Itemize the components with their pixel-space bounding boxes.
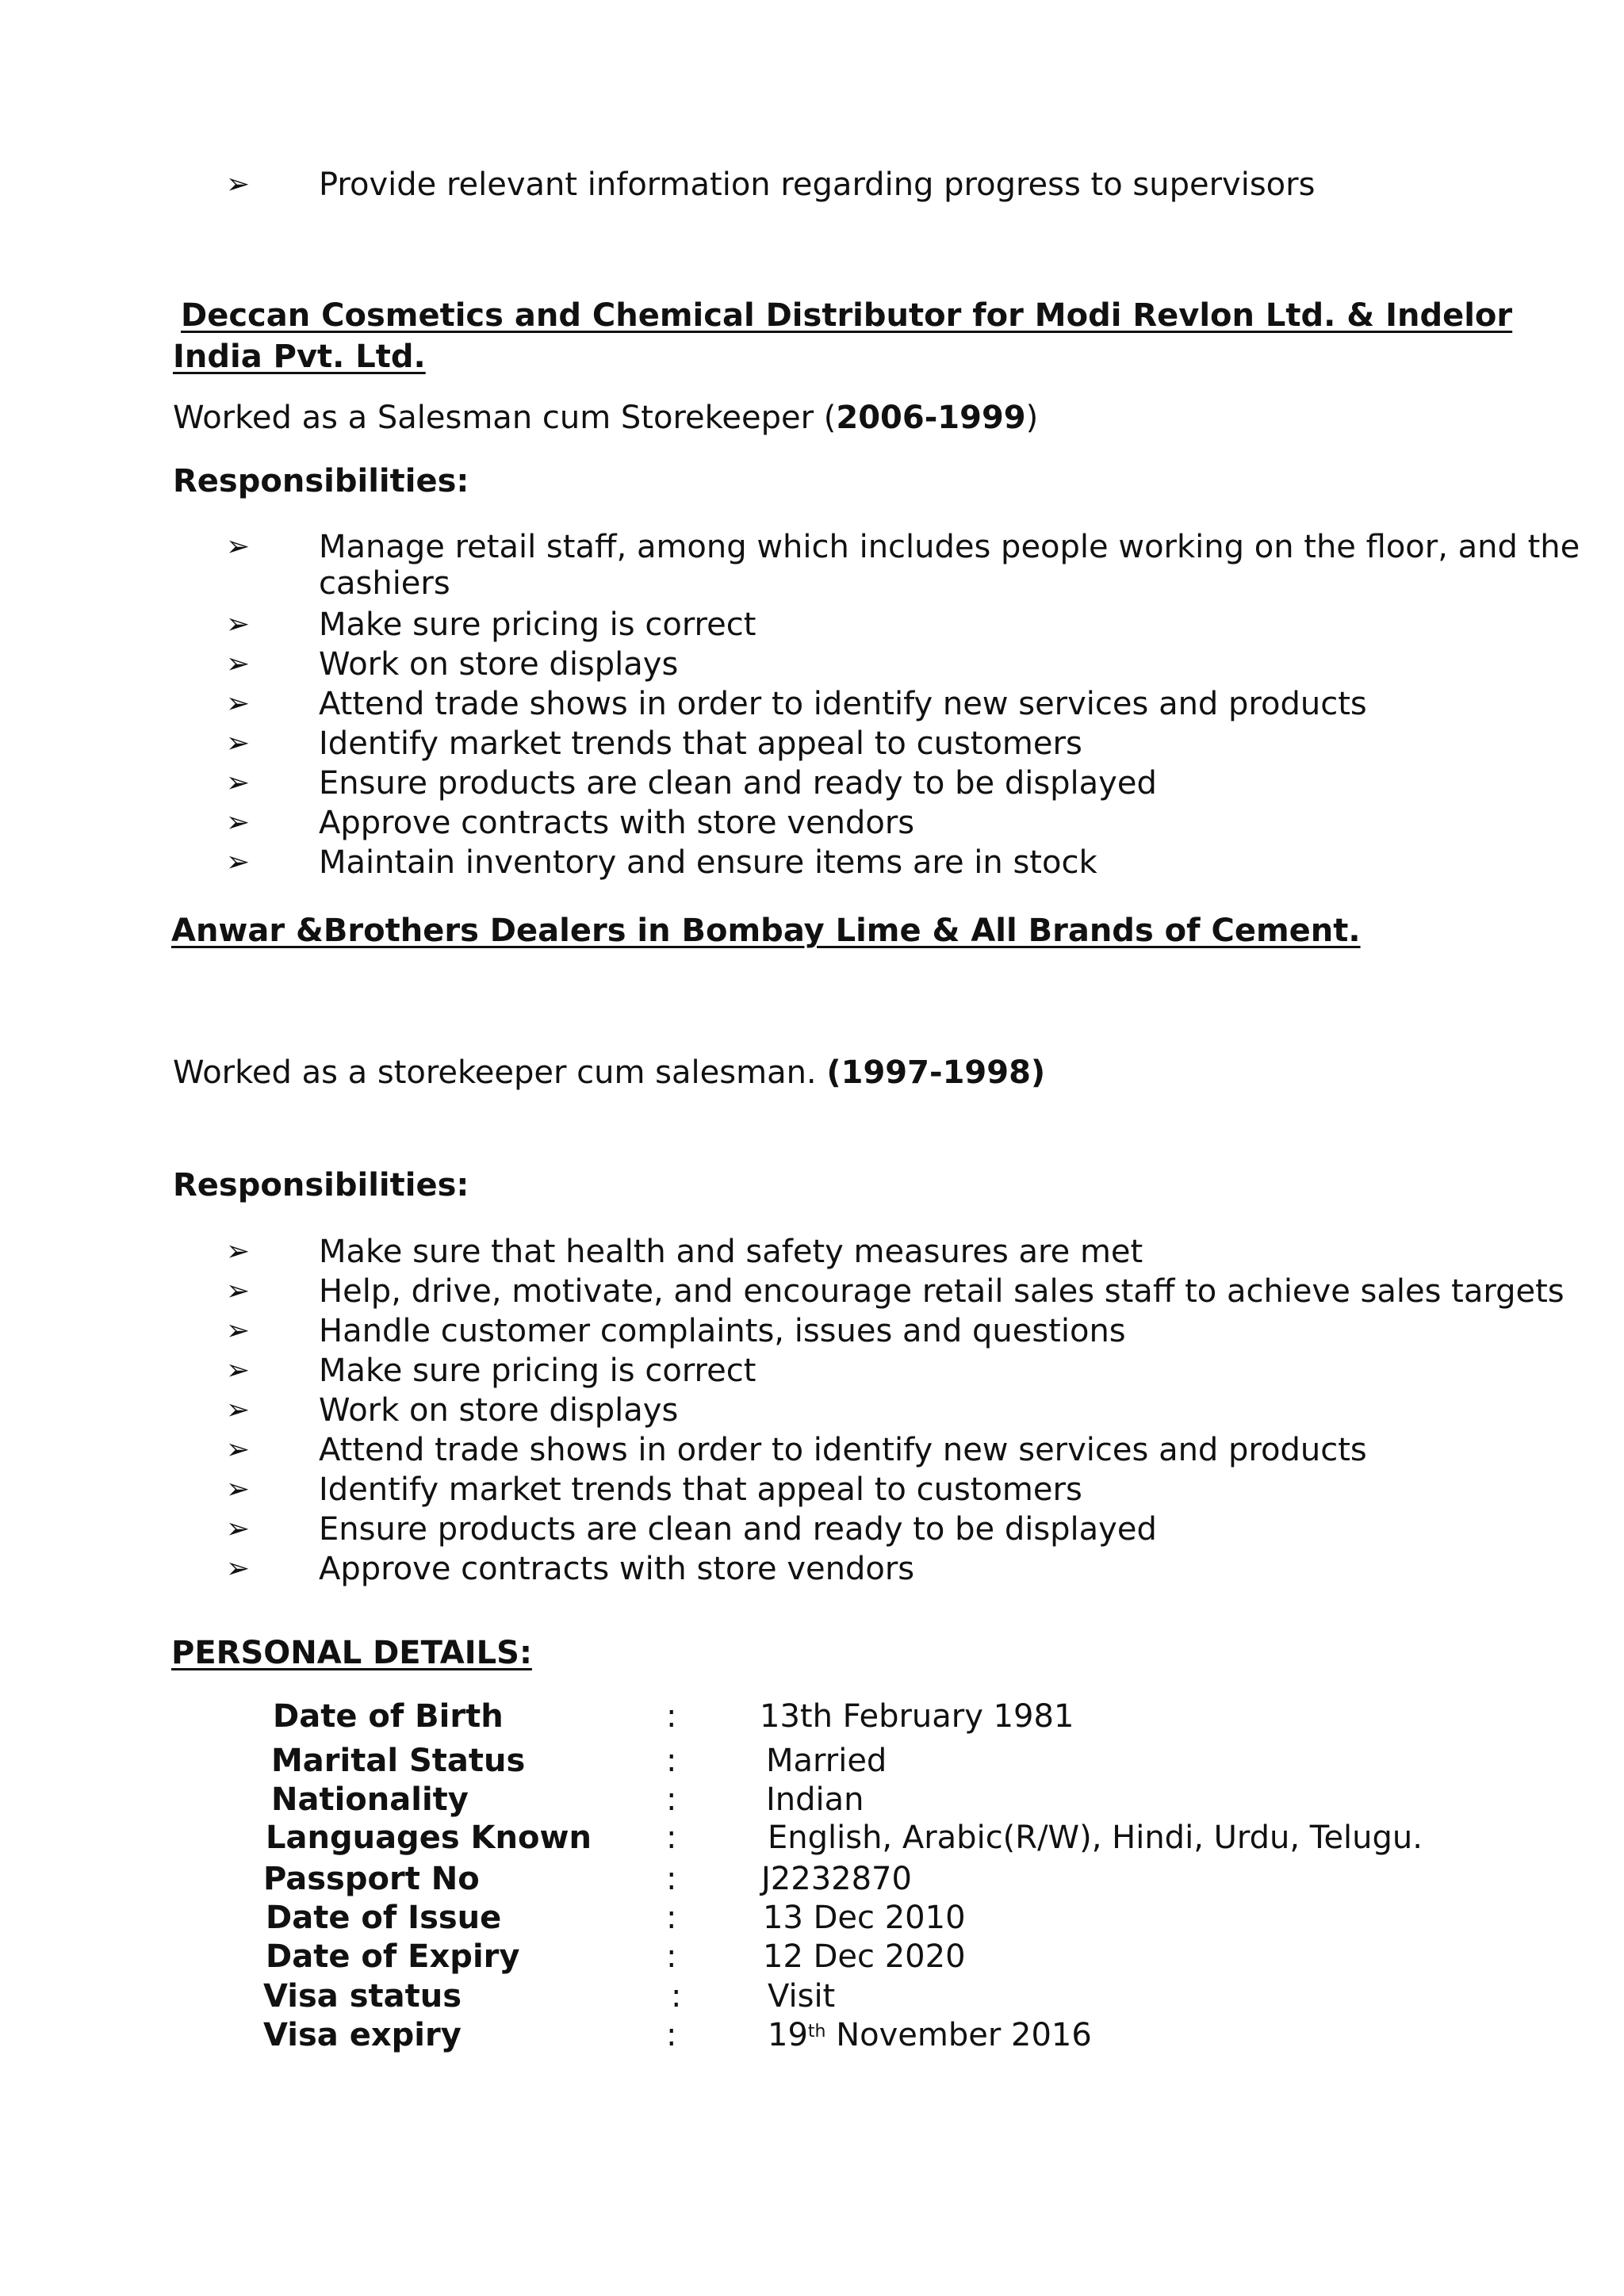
pd-label: Marital Status bbox=[271, 1743, 526, 1779]
company-title-anwar: Anwar &Brothers Dealers in Bombay Lime & All Brands of Cement. bbox=[171, 913, 1361, 949]
list-item-text: Provide relevant information regarding progress to supervisors bbox=[319, 166, 1316, 203]
list-item-text: Identify market trends that appeal to customers bbox=[319, 1471, 1082, 1508]
pd-colon: : bbox=[666, 1861, 677, 1897]
list-item bbox=[222, 1430, 1624, 1470]
job1-responsibilities-heading: Responsibilities: bbox=[173, 463, 469, 499]
pd-value: 13th February 1981 bbox=[760, 1698, 1074, 1735]
list-item-text: Make sure pricing is correct bbox=[319, 607, 756, 643]
list-item bbox=[222, 724, 1624, 763]
list-item-text: Manage retail staff, among which includes people working on the floor, and the cashiers bbox=[319, 529, 1580, 602]
pd-colon: : bbox=[671, 1978, 682, 2015]
arrow-bullet-icon: ➢ bbox=[225, 1235, 251, 1268]
list-item-text: Handle customer complaints, issues and questions bbox=[319, 1313, 1126, 1349]
top-bullet-list bbox=[222, 165, 1624, 205]
list-item bbox=[222, 763, 1624, 803]
list-item bbox=[222, 803, 1624, 843]
arrow-bullet-icon: ➢ bbox=[225, 846, 251, 878]
pd-label: Nationality bbox=[271, 1781, 469, 1818]
pd-colon: : bbox=[666, 1938, 677, 1975]
visa-expiry-day: 19 bbox=[768, 2017, 808, 2053]
pd-label: Visa status bbox=[263, 1978, 462, 2015]
pd-value: 13 Dec 2010 bbox=[763, 1900, 966, 1936]
list-item-text: Identify market trends that appeal to customers bbox=[319, 725, 1082, 762]
job1-role-years: 2006-1999 bbox=[836, 400, 1026, 436]
list-item bbox=[222, 1351, 1624, 1391]
arrow-bullet-icon: ➢ bbox=[225, 168, 251, 201]
list-item bbox=[222, 1470, 1624, 1510]
list-item bbox=[222, 605, 1624, 645]
company-title-deccan bbox=[181, 295, 1512, 336]
pd-colon: : bbox=[666, 1781, 677, 1818]
job2-role-prefix: Worked as a storekeeper cum salesman. bbox=[173, 1054, 827, 1091]
pd-colon: : bbox=[666, 2017, 677, 2053]
visa-expiry-rest: November 2016 bbox=[825, 2017, 1092, 2053]
pd-label: Date of Birth bbox=[273, 1698, 504, 1735]
pd-value: Indian bbox=[766, 1781, 864, 1818]
pd-label: Visa expiry bbox=[263, 2017, 462, 2053]
pd-value: English, Arabic(R/W), Hindi, Urdu, Telugu. bbox=[768, 1820, 1423, 1856]
pd-value bbox=[768, 2015, 1092, 2055]
pd-label: Languages Known bbox=[266, 1820, 592, 1856]
pd-value: 12 Dec 2020 bbox=[763, 1938, 966, 1975]
personal-details-heading: PERSONAL DETAILS: bbox=[171, 1635, 532, 1671]
arrow-bullet-icon: ➢ bbox=[225, 1275, 251, 1307]
list-item bbox=[222, 165, 1624, 205]
list-item bbox=[222, 529, 1624, 602]
arrow-bullet-icon: ➢ bbox=[225, 1394, 251, 1426]
company-line-2: India Pvt. Ltd. bbox=[173, 339, 426, 375]
list-item bbox=[222, 1391, 1624, 1430]
arrow-bullet-icon: ➢ bbox=[225, 727, 251, 760]
pd-colon: : bbox=[666, 1900, 677, 1936]
job1-role-prefix: Worked as a Salesman cum Storekeeper ( bbox=[173, 400, 837, 436]
job2-responsibilities-heading: Responsibilities: bbox=[173, 1167, 469, 1203]
pd-label: Date of Expiry bbox=[266, 1938, 520, 1975]
list-item-text: Ensure products are clean and ready to be displayed bbox=[319, 1511, 1157, 1548]
arrow-bullet-icon: ➢ bbox=[225, 648, 251, 680]
job1-responsibilities-list bbox=[222, 529, 1624, 882]
visa-expiry-ordinal: th bbox=[807, 2022, 826, 2042]
arrow-bullet-icon: ➢ bbox=[225, 1354, 251, 1387]
pd-colon: : bbox=[666, 1743, 677, 1779]
list-item-text: Approve contracts with store vendors bbox=[319, 805, 915, 841]
list-item-text: Make sure pricing is correct bbox=[319, 1353, 756, 1389]
list-item bbox=[222, 684, 1624, 724]
job2-responsibilities-list bbox=[222, 1232, 1624, 1589]
list-item bbox=[222, 1311, 1624, 1351]
pd-colon: : bbox=[666, 1698, 677, 1735]
pd-label: Date of Issue bbox=[266, 1900, 502, 1936]
list-item-text: Make sure that health and safety measures are met bbox=[319, 1234, 1143, 1270]
job1-role bbox=[173, 398, 1038, 438]
company-title-deccan-line2 bbox=[173, 336, 426, 377]
list-item-text: Approve contracts with store vendors bbox=[319, 1551, 915, 1587]
pd-value: Visit bbox=[768, 1978, 836, 2015]
list-item-text: Help, drive, motivate, and encourage retail sales staff to achieve sales targets bbox=[319, 1273, 1565, 1310]
arrow-bullet-icon: ➢ bbox=[225, 1552, 251, 1585]
list-item bbox=[222, 1272, 1624, 1311]
list-item-text: Work on store displays bbox=[319, 1392, 679, 1429]
arrow-bullet-icon: ➢ bbox=[225, 767, 251, 799]
arrow-bullet-icon: ➢ bbox=[225, 1314, 251, 1347]
list-item bbox=[222, 843, 1624, 882]
list-item bbox=[222, 645, 1624, 684]
job1-role-suffix: ) bbox=[1025, 400, 1039, 436]
list-item bbox=[222, 1549, 1624, 1589]
arrow-bullet-icon: ➢ bbox=[225, 806, 251, 839]
arrow-bullet-icon: ➢ bbox=[225, 1433, 251, 1466]
list-item-text: Attend trade shows in order to identify new services and products bbox=[319, 686, 1367, 722]
arrow-bullet-icon: ➢ bbox=[225, 687, 251, 720]
list-item bbox=[222, 1510, 1624, 1549]
arrow-bullet-icon: ➢ bbox=[225, 608, 251, 641]
list-item-text: Maintain inventory and ensure items are in stock bbox=[319, 844, 1097, 881]
pd-colon: : bbox=[666, 1820, 677, 1856]
list-item bbox=[222, 1232, 1624, 1272]
pd-label: Passport No bbox=[263, 1861, 480, 1897]
list-item-text: Attend trade shows in order to identify new services and products bbox=[319, 1432, 1367, 1468]
arrow-bullet-icon: ➢ bbox=[225, 1473, 251, 1506]
company-line-1: Deccan Cosmetics and Chemical Distributor for Modi Revlon Ltd. & Indelor bbox=[181, 297, 1513, 334]
list-item-text: Work on store displays bbox=[319, 646, 679, 683]
pd-value: Married bbox=[766, 1743, 887, 1779]
pd-value: J2232870 bbox=[761, 1861, 912, 1897]
job2-role bbox=[173, 1053, 1045, 1093]
arrow-bullet-icon: ➢ bbox=[225, 1513, 251, 1545]
list-item-text: Ensure products are clean and ready to be displayed bbox=[319, 765, 1157, 802]
job2-role-years: (1997-1998) bbox=[826, 1054, 1046, 1091]
arrow-bullet-icon: ➢ bbox=[225, 530, 251, 563]
